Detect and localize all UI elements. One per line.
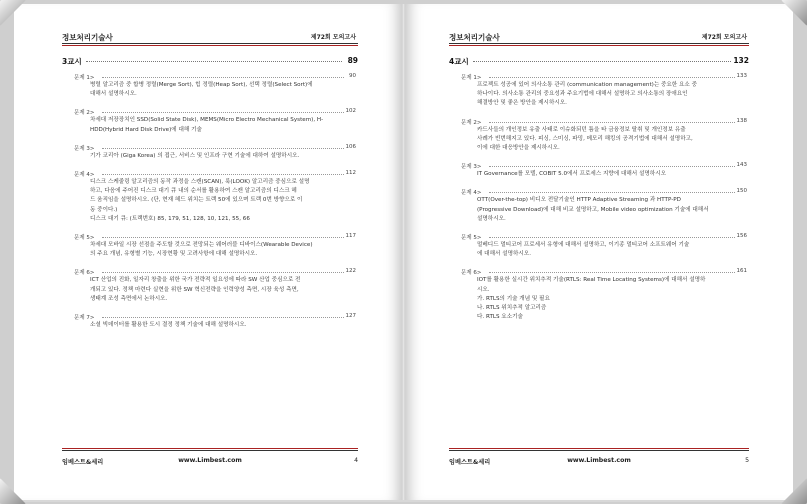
leader-dots [102, 272, 344, 273]
question-label: 문제 5> [461, 235, 482, 242]
question-page: 102 [345, 108, 356, 115]
leader-dots [489, 166, 735, 167]
footer-url: www.Limbest.com [178, 457, 242, 464]
question-item [449, 72, 747, 109]
question-heading [461, 72, 747, 81]
question-page: 156 [736, 233, 747, 240]
question-label: 문제 1> [461, 75, 482, 81]
question-label: 문제 7> [74, 315, 95, 322]
right-page [405, 4, 793, 500]
question-body [477, 276, 747, 322]
question-text-line: 소셜 빅데이터를 활용한 도시 결정 정책 기술에 대해 설명하시오. [90, 322, 247, 329]
question-text-line: 차세대 모바일 시장 선점을 주도할 것으로 전망되는 웨어러블 디바이스(Wearable Device) [90, 242, 313, 249]
question-text-line: 시오. [477, 286, 490, 293]
page-footer [449, 448, 749, 466]
header-exam: 제72회 모의고사 [310, 34, 356, 41]
question-label: 문제 3> [461, 164, 482, 171]
question-heading [74, 232, 356, 241]
leader-dots [102, 317, 344, 318]
header-title: 정보처리기술사 [62, 33, 113, 42]
question-text-line: 가. RTLS의 기술 개념 및 필요 [477, 295, 550, 302]
question-label: 문제 4> [461, 190, 482, 197]
footer-url: www.Limbest.com [567, 457, 631, 464]
question-page: 133 [736, 73, 747, 79]
question-page: 150 [736, 188, 747, 195]
leader-dots [102, 112, 344, 113]
leader-dots [489, 77, 735, 78]
question-list [62, 72, 356, 338]
question-text-line: 병렬 알고리즘 중 합병 정렬(Merge Sort), 힙 정렬(Heap Sort), 선택 정렬(Select Sort)에 [90, 82, 313, 88]
header-title: 정보처리기술사 [449, 33, 500, 42]
question-page: 117 [345, 233, 356, 240]
question-text-line: 멀베디드 멀티코어 프로세서 유형에 대해서 설명하고, 이기종 멀티코어 소프트웨어 기술 [477, 242, 690, 249]
question-text-line: 개되고 있다. 정책 마련다 실현을 위한 SW 혁신전략을 인력양성 측면, 시장 육성 측면, [90, 286, 299, 293]
question-text-line: 드 움직임을 설명하시오. (단, 현재 헤드 위치는 트랙 50에 있으며 트랙 0번 방향으로 이 [90, 197, 303, 204]
question-page: 127 [345, 313, 356, 320]
session-line [449, 56, 749, 66]
question-label: 문제 5> [74, 235, 95, 242]
question-text-line: 이에 대한 대응방안을 제시하시오. [477, 145, 560, 152]
question-text-line: 의 주요 개념, 유형별 기능, 시장현황 및 고려사항에 대해 설명하시오. [90, 251, 258, 258]
question-heading [461, 267, 747, 276]
page-footer [62, 448, 358, 466]
question-heading [74, 72, 356, 81]
question-text-line: 차세대 저장장치인 SSD(Solid State Disk), MEMS(Micro Electro Mechanical System), H- [90, 117, 324, 124]
question-text-line: ICT 산업의 진화, 일자리 창출을 위한 국가 전략적 일요성에 따라 SW 산업 중심으로 전 [90, 277, 301, 284]
question-page: 112 [345, 170, 356, 177]
question-label: 문제 1> [74, 75, 95, 81]
question-body [477, 126, 747, 154]
question-page: 138 [736, 117, 747, 124]
question-text-line: OTT(Over-the-top) 비디오 전달기술인 HTTP Adaptive Streaming 과 HTTP-PD [477, 197, 681, 204]
session-label: 4교시 [449, 57, 469, 66]
question-text-line: IOT를 활용한 실시간 위치추적 기술(RTLS: Real Time Locating Systems)에 대해서 설명하 [477, 277, 706, 284]
question-body [477, 81, 747, 109]
question-item [62, 267, 356, 304]
question-text-line: 하고, 다음에 주어진 디스크 대기 큐 내의 순서를 활용하여 스캔 알고리즘의 디스크 헤 [90, 188, 297, 195]
question-text-line: 카드사들의 개인정보 유출 사태로 이슈화되던 틈을 타 금융정보 탈취 및 개인정보 유출 [477, 126, 686, 133]
question-page: 143 [736, 162, 747, 169]
question-text-line: 기가 코리아 (Giga Korea) 의 접근, 서비스 및 인프라 구현 기술에 대하여 설명하시오. [90, 152, 300, 159]
question-item [62, 143, 356, 161]
question-item [449, 267, 747, 322]
question-heading [461, 117, 747, 126]
question-item [449, 232, 747, 259]
session-label: 3교시 [62, 57, 82, 66]
question-heading [461, 232, 747, 241]
question-text-line: 동 중이다.) [90, 206, 118, 213]
question-label: 문제 6> [461, 270, 482, 277]
question-label: 문제 3> [74, 145, 95, 152]
leader-dots [102, 174, 344, 175]
footer-page-number: 4 [354, 457, 358, 464]
question-heading [74, 169, 356, 178]
question-heading [74, 107, 356, 116]
header-exam: 제72회 모의고사 [701, 34, 747, 41]
left-page [14, 4, 402, 500]
leader-dots [102, 148, 344, 149]
question-heading [74, 312, 356, 321]
question-body [90, 276, 356, 304]
leader-dots [489, 192, 735, 193]
question-text-line: 프로젝트 성공에 있어 의사소통 관리 (communication management)는 중요한 요소 중 [477, 82, 697, 88]
question-text-line: 대해서 설명하시오. [90, 91, 137, 98]
leader-dots [473, 61, 733, 62]
footer-brand: 임베스트&세리 [62, 459, 104, 466]
session-page: 89 [347, 56, 358, 65]
question-text-line: 설명하시오. [477, 215, 506, 222]
question-label: 문제 2> [461, 119, 482, 126]
question-text-line: HDD(Hybrid Hard Disk Drive)에 대해 기술 [90, 126, 202, 133]
question-body [477, 196, 747, 224]
leader-dots [489, 122, 735, 123]
question-body [90, 178, 356, 224]
question-text-line: (Progressive Download)에 대해 비교 설명하고, Mobile video optimization 기술에 대해서 [477, 206, 709, 213]
question-text-line: 에 대해서 설명하시오. [477, 251, 531, 258]
question-item [449, 117, 747, 154]
footer-brand: 임베스트&세리 [449, 459, 491, 466]
question-body [90, 81, 356, 99]
question-page: 161 [736, 268, 747, 275]
question-item [62, 107, 356, 134]
question-page: 106 [345, 143, 356, 150]
question-item [449, 161, 747, 179]
question-text-line: 디스크 스케줄링 알고리즘의 동작 과정을 스캔(SCAN), 룩(LOOK) 알고리즘 중심으로 설명 [90, 179, 310, 186]
question-text-line: IT Governance를 모델, COBIT 5.0에서 프로세스 지향에 대해서 설명하시오 [477, 171, 666, 178]
question-text-line: 다. RTLS 요소기술 [477, 314, 523, 321]
page-header [449, 30, 749, 44]
question-body [90, 321, 356, 330]
question-item [62, 232, 356, 259]
question-page: 90 [349, 73, 356, 79]
leader-dots [489, 237, 735, 238]
question-text-line: 디스크 대기 큐: (트랙번호) 85, 179, 51, 128, 10, 121, 55, 66 [90, 215, 250, 222]
question-heading [74, 143, 356, 152]
footer-page-number: 5 [745, 457, 749, 464]
leader-dots [102, 237, 344, 238]
question-body [477, 170, 747, 179]
session-page: 132 [733, 56, 749, 65]
question-item [62, 312, 356, 330]
leader-dots [102, 77, 344, 78]
question-list [449, 72, 747, 330]
leader-dots [489, 272, 735, 273]
question-text-line: 생태계 조성 측면에서 논하시오. [90, 295, 168, 302]
question-body [90, 241, 356, 259]
question-label: 문제 4> [74, 172, 95, 179]
question-text-line: 사례가 빈번해지고 있다. 피싱, 스미싱, 파밍, 메모리 해킹의 공격기법에 대해서 설명하고, [477, 135, 693, 142]
page-header [62, 30, 358, 44]
question-heading [461, 161, 747, 170]
question-label: 문제 2> [74, 110, 95, 117]
question-item [449, 187, 747, 224]
leader-dots [86, 61, 342, 62]
question-item [62, 72, 356, 99]
question-page: 122 [345, 268, 356, 275]
question-text-line: 나. RTLS 위치추적 알고리즘 [477, 305, 547, 312]
question-text-line: 해결방안 및 좋은 방안을 제시하시오. [477, 100, 567, 107]
session-line [62, 56, 358, 66]
question-heading [461, 187, 747, 196]
question-text-line: 하나이다. 의사소통 관리의 중요성과 주요기법에 대해서 설명하고 의사소통의 장애요인 [477, 91, 688, 98]
question-heading [74, 267, 356, 276]
question-body [477, 241, 747, 259]
question-item [62, 169, 356, 224]
question-body [90, 116, 356, 134]
question-body [90, 152, 356, 161]
question-label: 문제 6> [74, 270, 95, 277]
